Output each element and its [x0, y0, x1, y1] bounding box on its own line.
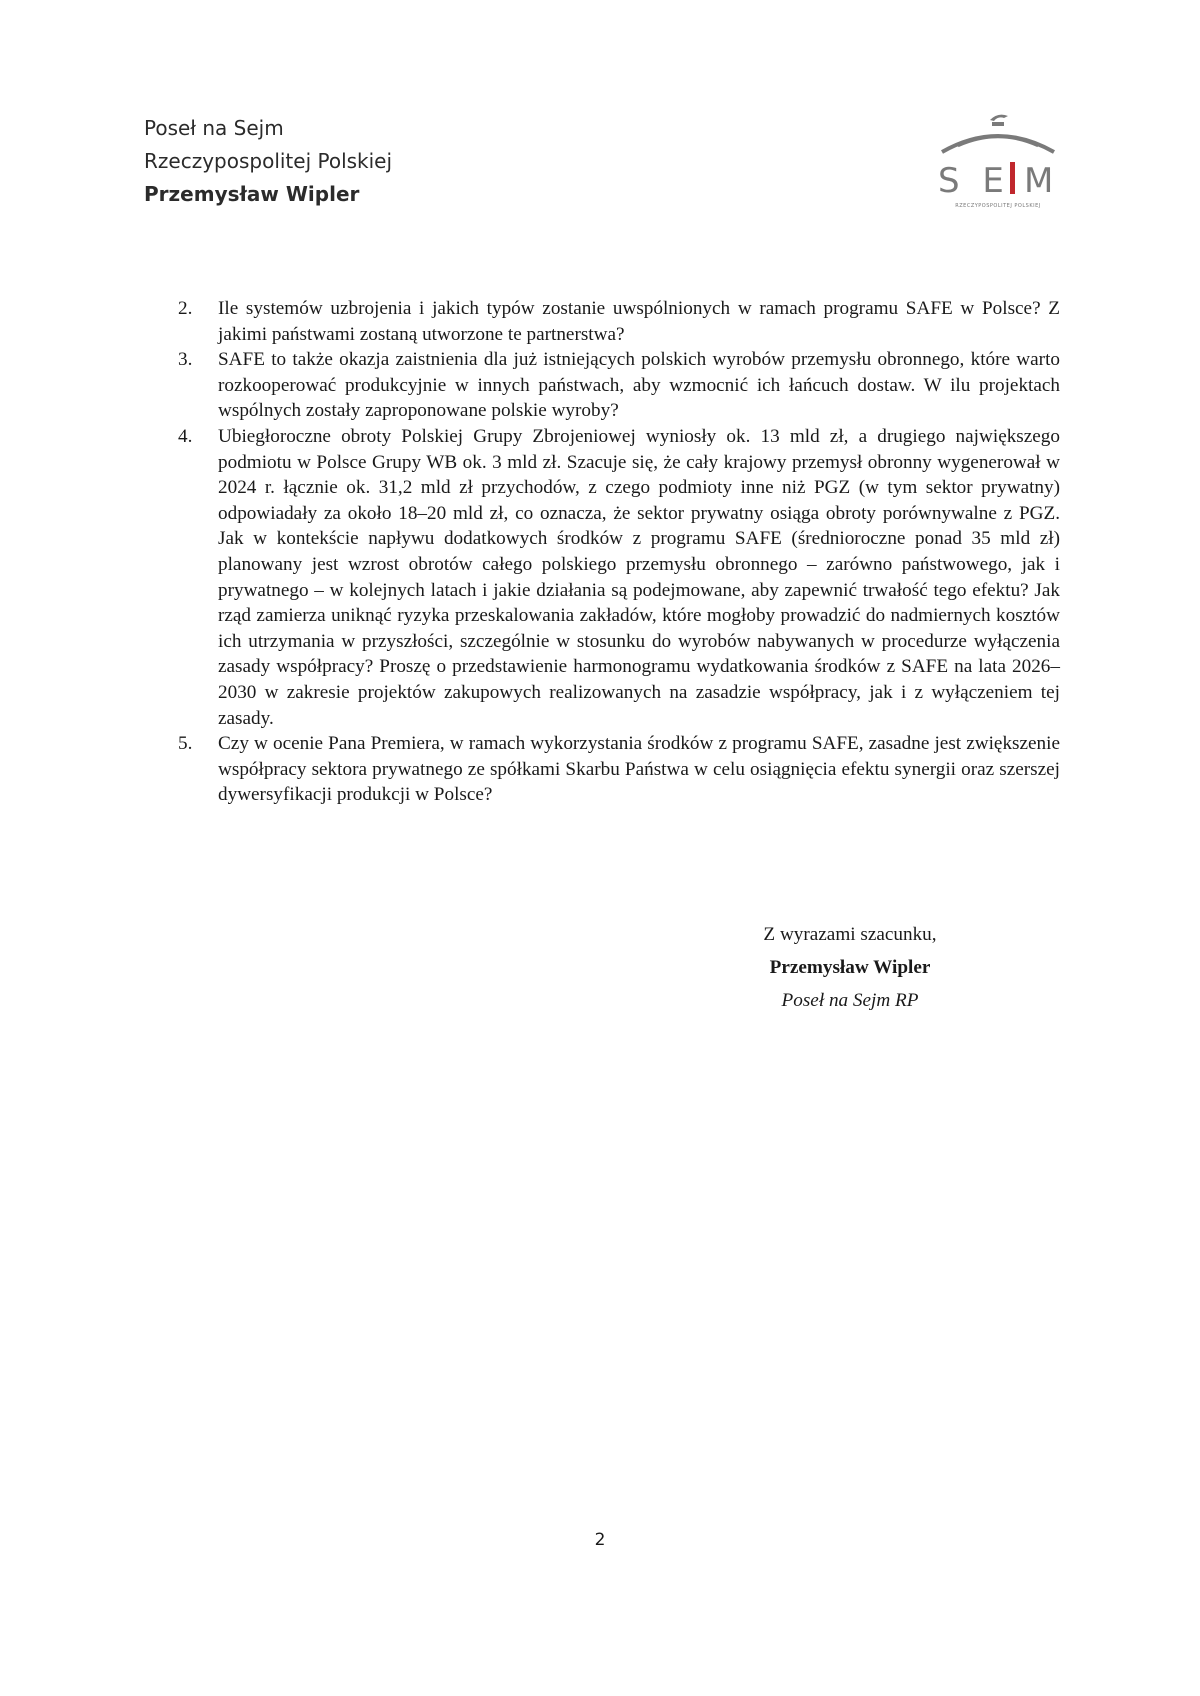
- list-item-number: 3.: [178, 349, 193, 371]
- list-item-text: Ubiegłoroczne obroty Polskiej Grupy Zbrojeniowej wyniosły ok. 13 mld zł, a drugiego największego podmiotu w Polsce Grupy WB ok. 3 mld zł. Szacuje się, że cały krajowy przemysł obronny wygenerował w 2024 r. łącznie ok. 31,2 mld zł przychodów, z czego podmioty inne niż PGZ (w tym sektor prywatny) odpowiadały za około 18–20 mld zł, co oznacza, że sektor prywatny osiąga obroty porównywalne z PGZ. Jak w kontekście napływu dodatkowych środków z programu SAFE (średnioroczne ponad 35 mld zł) planowany jest wzrost obrotów całego polskiego przemysłu obronnego – zarówno państwowego, jak i prywatnego – w kolejnych latach i jakie działania są podejmowane, aby zapewnić trwałość tego efektu? Jak rząd zamierza uniknąć ryzyka przeskalowania zakładów, które mogłoby prowadzić do nadmiernych kosztów ich utrzymania w przyszłości, szczególnie w stosunku do wyrobów nabywanych w procedurze wyłączenia zasady współpracy? Proszę o przedstawienie harmonogramu wydatkowania środków z SAFE na lata 2026–2030 w zakresie projektów zakupowych realizowanych na zasadzie współpracy, jak i z wyłączeniem tej zasady.: [218, 425, 1060, 729]
- list-item-number: 4.: [178, 425, 193, 447]
- question-list: [178, 296, 1060, 808]
- list-item: [178, 731, 1060, 808]
- signature-block: [700, 918, 1000, 1017]
- svg-text:M: M: [1024, 161, 1054, 201]
- list-item-text: Ile systemów uzbrojenia i jakich typów zostanie uwspólnionych w ramach programu SAFE w Polsce? Z jakimi państwami zostaną utworzone te partnerstwa?: [218, 298, 1060, 345]
- letterhead-name: Przemysław Wipler: [144, 182, 360, 206]
- list-item-number: 5.: [178, 733, 193, 755]
- letterhead-line-1: Poseł na Sejm: [144, 116, 284, 140]
- letterhead: [144, 112, 392, 211]
- signature-name: Przemysław Wipler: [769, 957, 931, 978]
- signature-title: Poseł na Sejm RP: [781, 990, 919, 1011]
- sejm-wordmark: S E: [938, 161, 1010, 201]
- page-number: 2: [594, 1530, 606, 1550]
- list-item-text: SAFE to także okazja zaistnienia dla już istniejących polskich wyrobów przemysłu obronnego, które warto rozkooperować produkcyjnie w innych państwach, aby wzmocnić ich łańcuch dostaw. W ilu projektach wspólnych zostały zaproponowane polskie wyroby?: [218, 349, 1060, 422]
- sejm-emblem-icon: [928, 108, 1068, 203]
- sejm-logo-subtitle: RZECZYPOSPOLITEJ POLSKIEJ: [955, 203, 1041, 209]
- letterhead-line-2: Rzeczypospolitej Polskiej: [144, 149, 393, 173]
- list-item-text: Czy w ocenie Pana Premiera, w ramach wykorzystania środków z programu SAFE, zasadne jest zwiększenie współpracy sektora prywatnego ze spółkami Skarbu Państwa w celu osiągnięcia efektu synergii oraz szerszej dywersyfikacji produkcji w Polsce?: [218, 733, 1060, 806]
- sejm-logo: [928, 108, 1068, 218]
- list-item: [178, 347, 1060, 424]
- list-item: [178, 424, 1060, 731]
- letter-body: [178, 296, 1060, 808]
- closing-salutation: Z wyrazami szacunku,: [763, 924, 937, 945]
- list-item-number: 2.: [178, 298, 193, 319]
- list-item: [178, 296, 1060, 347]
